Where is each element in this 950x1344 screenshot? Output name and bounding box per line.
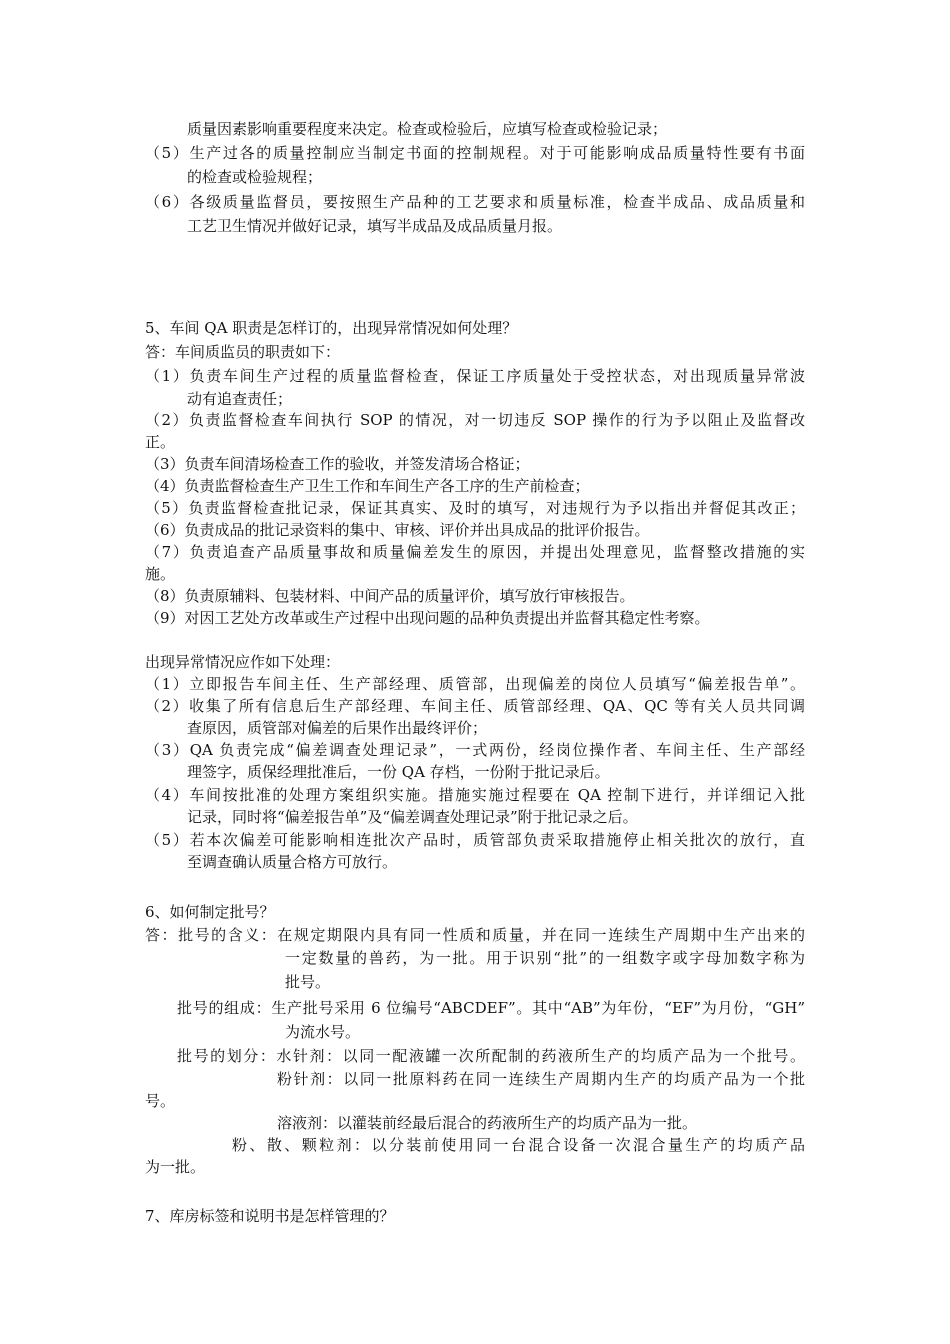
text-line: 的检查或检验规程；	[187, 168, 323, 186]
answer-line: 号。	[145, 1092, 176, 1110]
list-item: （5）若本次偏差可能影响相连批次产品时，质管部负责采取措施停止相关批次的放行，直	[145, 831, 805, 849]
answer-line: 为一批。	[145, 1158, 206, 1176]
list-item: （8）负责原辅料、包装材料、中间产品的质量评价，填写放行审核报告。	[145, 587, 635, 605]
list-item: （1）负责车间生产过程的质量监督检查，保证工序质量处于受控状态，对出现质量异常波	[145, 367, 805, 385]
list-item-continuation: 查原因，质管部对偏差的后果作出最终评价；	[187, 719, 488, 737]
list-item: （2）负责监督检查车间执行 SOP 的情况，对一切违反 SOP 操作的行为予以阻止及监督改	[145, 411, 805, 429]
list-item-continuation: 至调查确认质量合格方可放行。	[187, 853, 398, 871]
list-item-continuation: 正。	[145, 433, 176, 451]
answer-line: 答：批号的含义：在规定期限内具有同一性质和质量，并在同一连续生产周期中生产出来的	[145, 926, 805, 944]
question-heading: 7、库房标签和说明书是怎样管理的？	[145, 1207, 395, 1225]
text-line: （5）生产过各的质量控制应当制定书面的控制规程。对于可能影响成品质量特性要有书面	[145, 144, 805, 162]
answer-line: 一定数量的兽药，为一批。用于识别“批”的一组数字或字母加数字称为	[285, 949, 805, 967]
answer-line: 粉、散、颗粒剂：以分装前使用同一台混合设备一次混合量生产的均质产品	[232, 1136, 805, 1154]
list-item: （4）车间按批准的处理方案组织实施。措施实施过程要在 QA 控制下进行，并详细记入批	[145, 786, 805, 804]
list-item: （4）负责监督检查生产卫生工作和车间生产各工序的生产前检查；	[145, 477, 590, 495]
text-line: 质量因素影响重要程度来决定。检查或检验后，应填写检查或检验记录；	[187, 120, 668, 138]
list-item: （7）负责追查产品质量事故和质量偏差发生的原因，并提出处理意见，监督整改措施的实	[145, 543, 805, 561]
list-item: （2）收集了所有信息后生产部经理、车间主任、质管部经理、QA、QC 等有关人员共同调	[145, 697, 805, 715]
list-item: （3）负责车间清场检查工作的验收，并签发清场合格证；	[145, 455, 530, 473]
question-heading: 5、车间 QA 职责是怎样订的，出现异常情况如何处理？	[145, 319, 518, 337]
text-line: （6）各级质量监督员，要按照生产品种的工艺要求和质量标准，检查半成品、成品质量和	[145, 193, 805, 211]
answer-line: 批号的划分：水针剂：以同一配液罐一次所配制的药液所生产的均质产品为一个批号。	[177, 1047, 805, 1065]
list-item: （9）对因工艺处方改革或生产过程中出现问题的品种负责提出并监督其稳定性考察。	[145, 609, 710, 627]
answer-line: 粉针剂：以同一批原料药在同一连续生产周期内生产的均质产品为一个批	[277, 1070, 805, 1088]
list-item-continuation: 施。	[145, 565, 176, 583]
answer-line: 为流水号。	[285, 1023, 361, 1041]
answer-line: 批号。	[285, 973, 331, 991]
section-subheading: 出现异常情况应作如下处理：	[145, 653, 341, 671]
answer-line: 批号的组成：生产批号采用 6 位编号“ABCDEF”。其中“AB”为年份，“EF”为月份，“GH”	[177, 999, 805, 1017]
list-item: （1）立即报告车间主任、生产部经理、质管部，出现偏差的岗位人员填写“偏差报告单”。	[145, 675, 805, 693]
list-item: （5）负责监督检查批记录，保证其真实、及时的填写，对违规行为予以指出并督促其改正；	[145, 499, 805, 517]
answer-line: 溶液剂：以灌装前经最后混合的药液所生产的均质产品为一批。	[277, 1114, 698, 1132]
text-line: 工艺卫生情况并做好记录，填写半成品及成品质量月报。	[187, 217, 563, 235]
list-item-continuation: 理签字，质保经理批准后，一份 QA 存档，一份附于批记录后。	[187, 763, 610, 781]
list-item-continuation: 动有追查责任；	[187, 390, 293, 408]
list-item-continuation: 记录，同时将“偏差报告单”及“偏差调查处理记录”附于批记录之后。	[187, 808, 638, 826]
list-item: （3）QA 负责完成“偏差调查处理记录”，一式两份，经岗位操作者、车间主任、生产部经	[145, 741, 805, 759]
answer-intro: 答：车间质监员的职责如下：	[145, 343, 341, 361]
question-heading: 6、如何制定批号？	[145, 903, 275, 921]
list-item: （6）负责成品的批记录资料的集中、审核、评价并出具成品的批评价报告。	[145, 521, 650, 539]
